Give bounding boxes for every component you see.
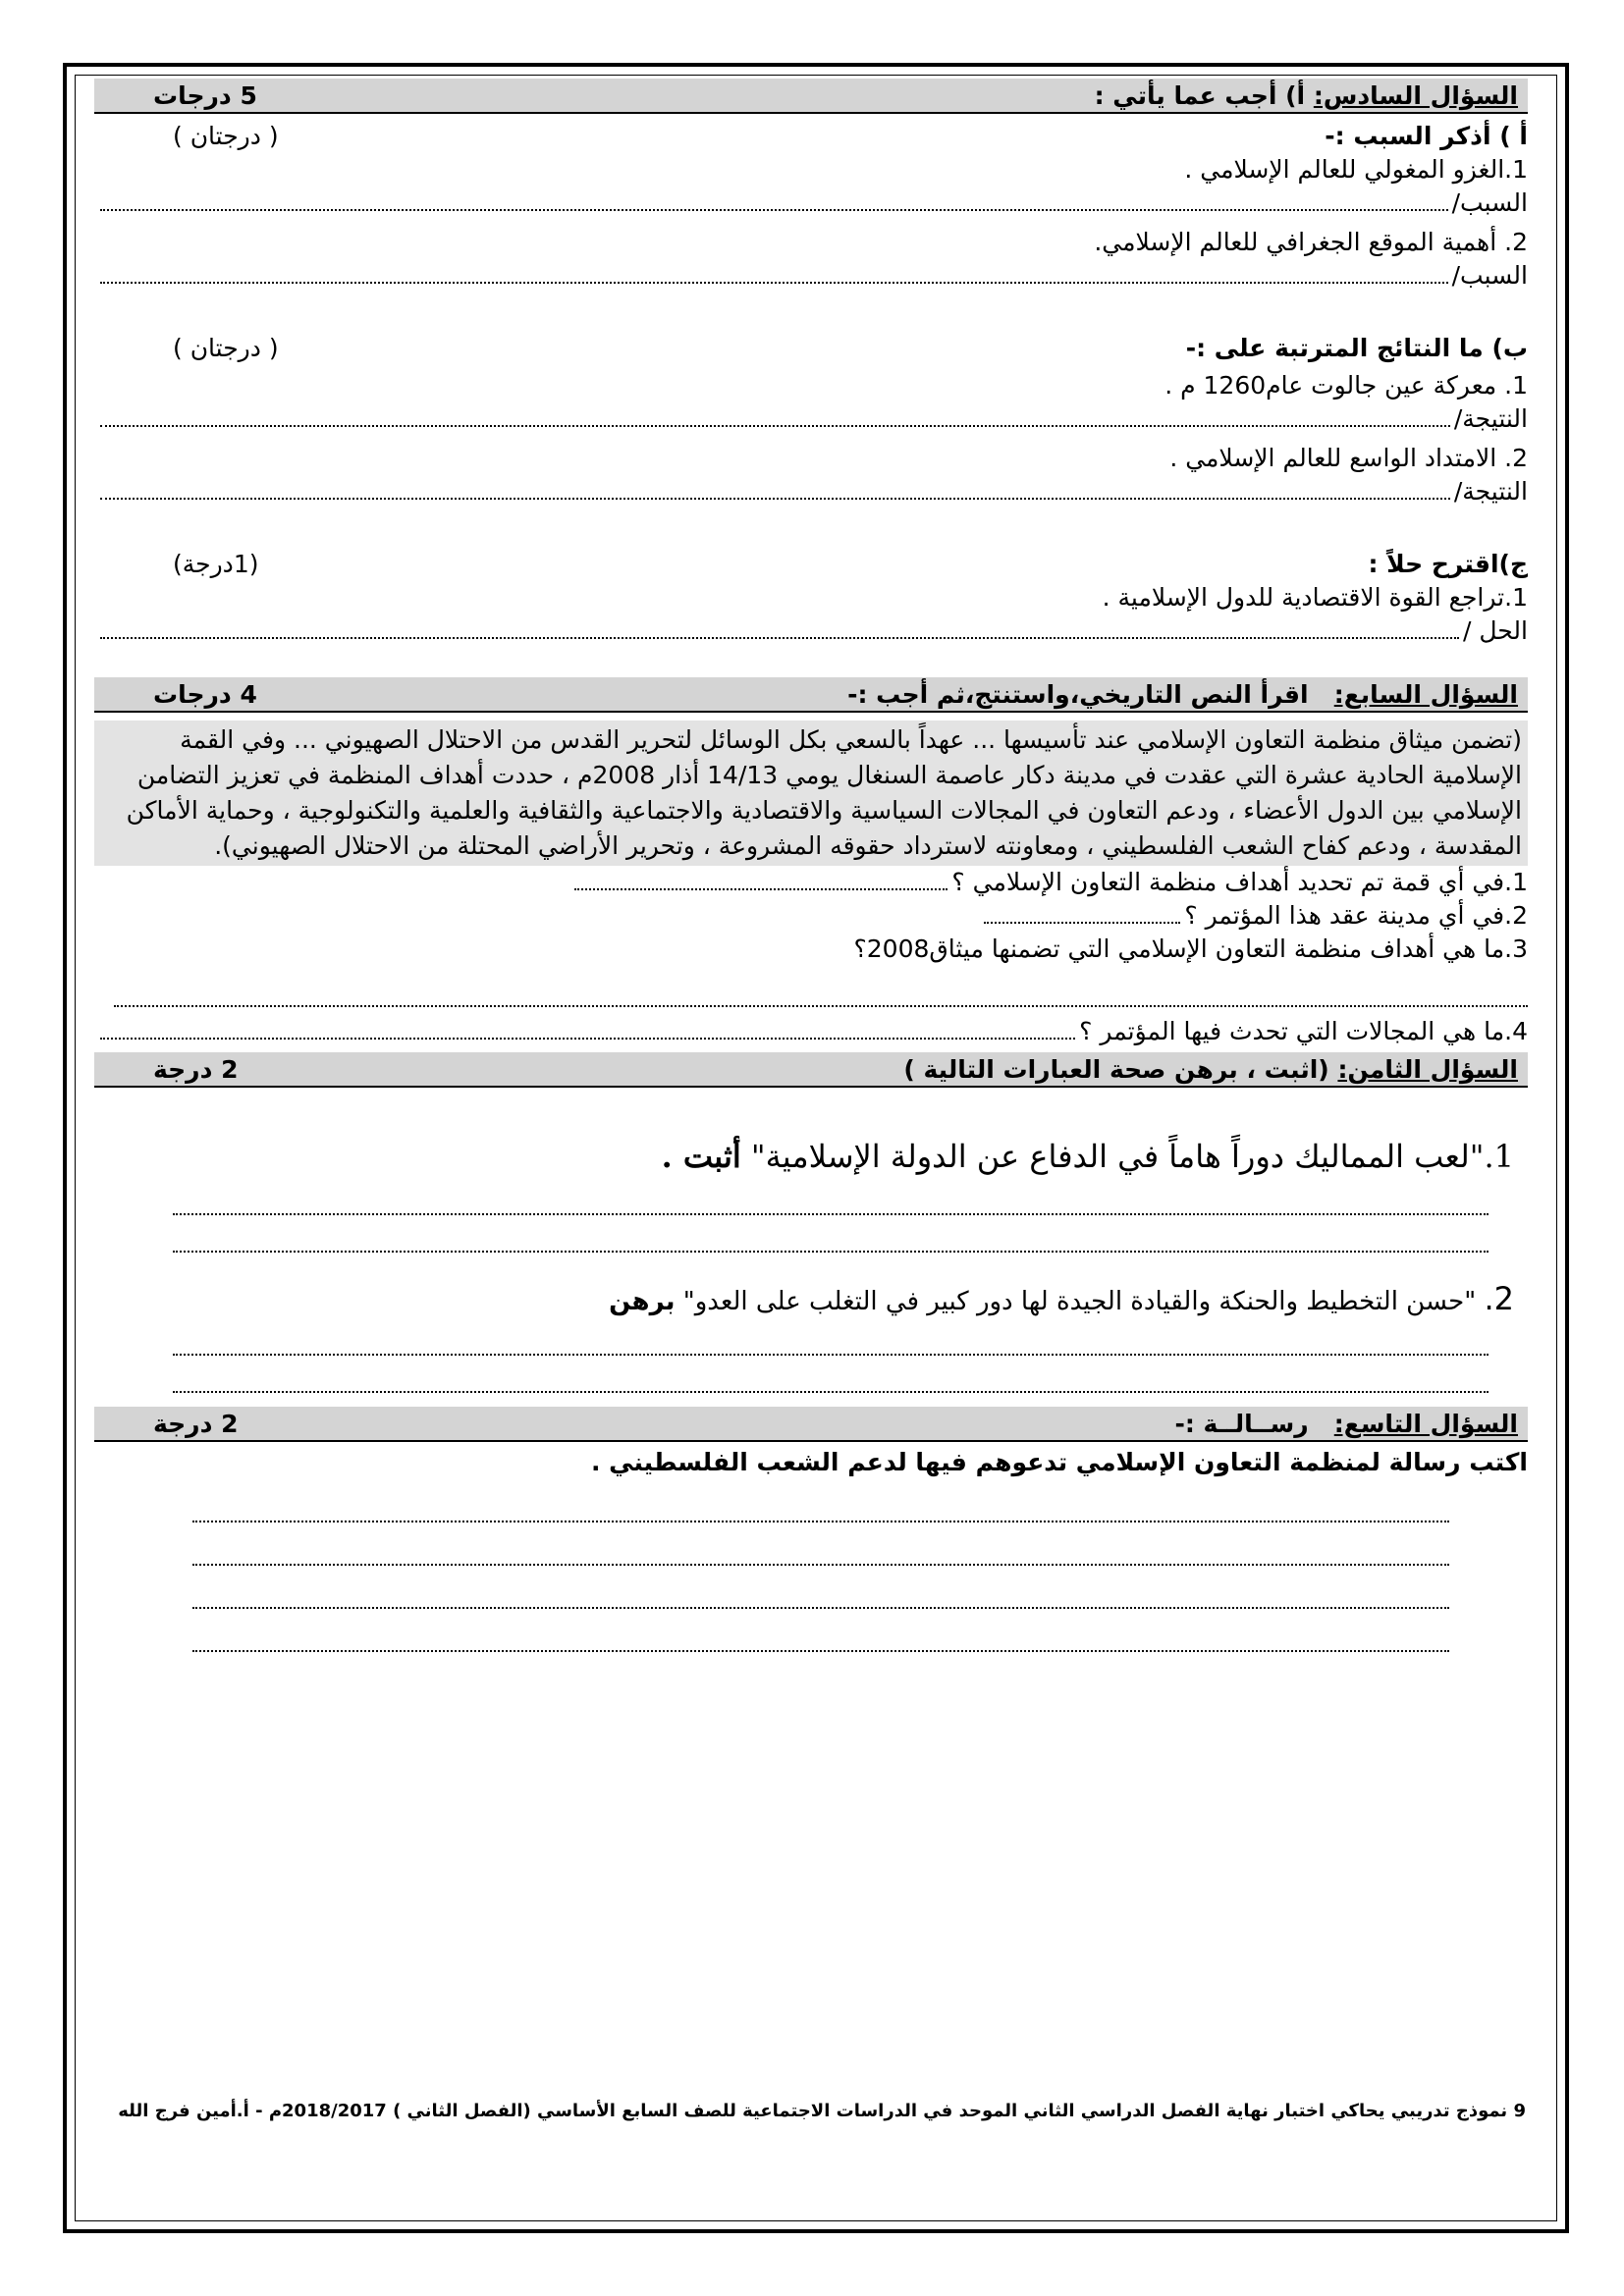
q6b-heading: ب) ما النتائج المترتبة على :- bbox=[1185, 334, 1528, 362]
q6-header bbox=[94, 79, 1528, 114]
q8-item-2: 2. "حسن التخطيط والحنكة والقيادة الجيدة لها دور كبير في التغلب على العدو" برهن bbox=[609, 1280, 1514, 1317]
q6a-item-2: 2. أهمية الموقع الجغرافي للعالم الإسلامي. bbox=[1094, 228, 1528, 256]
q6a-item-1: 1.الغزو المغولي للعالم الإسلامي . bbox=[1184, 155, 1528, 184]
q7-answer-3[interactable] bbox=[114, 976, 1528, 1007]
q7-passage: (تضمن ميثاق منظمة التعاون الإسلامي عند تأسيسها ... عهداً بالسعي بكل الوسائل لتحرير القدس من الاحتلال الصهيوني ... وفي القمة الإسلامية الحادية عشرة التي عقدت في مدينة دكار عاصمة السنغال يومي 14/13 أذار 2008م ، حددت أهداف المنظمة في تعزيز التضامن الإسلامي بين الدول الأعضاء ، ودعم التعاون في المجالات السياسية والاقتصادية والاجتماعية والثقافية والعلمية والتكنولوجية ، وحماية الأماكن المقدسة ، ودعم كفاح الشعب الفلسطيني ، ومعاونته لاسترداد حقوقه المشروعة ، وتحرير الأراضي المحتلة من الاحتلال الصهيوني). bbox=[94, 721, 1528, 866]
q6c-marks: (1درجة) bbox=[173, 550, 259, 578]
q8-instruction: (اثبت ، برهن صحة العبارات التالية ) bbox=[903, 1054, 1329, 1084]
q7-header bbox=[94, 677, 1528, 713]
q8-header bbox=[94, 1052, 1528, 1088]
q6b-answer-2[interactable]: النتيجة/ bbox=[94, 475, 1528, 508]
q8-answer-1a[interactable] bbox=[173, 1184, 1489, 1215]
q7-marks: 4 درجات bbox=[153, 679, 257, 709]
q6b-marks: ( درجتان ) bbox=[173, 334, 279, 362]
q6-title: السؤال السادس: bbox=[1313, 80, 1518, 110]
q6-instruction: أ) أجب عما يأتي : bbox=[1094, 80, 1306, 110]
q6a-marks: ( درجتان ) bbox=[173, 122, 279, 150]
page-footer bbox=[118, 2101, 1526, 2121]
q7-question-1[interactable]: 1.في أي قمة تم تحديد أهداف منظمة التعاون الإسلامي ؟ bbox=[94, 866, 1528, 899]
footer-text: نموذج تدريبي يحاكي اختبار نهاية الفصل الدراسي الثاني الموحد في الدراسات الاجتماعية للصف السابع الأساسي (الفصل الثاني ) 2018/2017م - أ.أمين فرج الله bbox=[118, 2101, 1508, 2121]
q7-question-3: 3.ما هي أهداف منظمة التعاون الإسلامي التي تضمنها ميثاق2008؟ bbox=[853, 934, 1528, 963]
q9-answer-2[interactable] bbox=[192, 1534, 1449, 1566]
q7-title: السؤال السابع: bbox=[1333, 679, 1518, 709]
q7-instruction: اقرأ النص التاريخي،واستنتج،ثم أجب :- bbox=[847, 679, 1309, 709]
q6a-answer-1[interactable]: السبب/ bbox=[94, 187, 1528, 220]
q6b-answer-1[interactable]: النتيجة/ bbox=[94, 402, 1528, 436]
q9-answer-1[interactable] bbox=[192, 1491, 1449, 1522]
q9-prompt: اكتب رسالة لمنظمة التعاون الإسلامي تدعوهم فيها لدعم الشعب الفلسطيني . bbox=[590, 1448, 1528, 1476]
q9-instruction: رســالــة :- bbox=[1174, 1409, 1309, 1438]
q6a-heading: أ ) أذكر السبب :- bbox=[1325, 122, 1528, 150]
q9-answer-4[interactable] bbox=[192, 1621, 1449, 1652]
q9-answer-3[interactable] bbox=[192, 1577, 1449, 1609]
page-number: 9 bbox=[1513, 2101, 1526, 2121]
q7-question-4[interactable]: 4.ما هي المجالات التي تحدث فيها المؤتمر ؟ bbox=[94, 1015, 1528, 1048]
q9-marks: 2 درجة bbox=[153, 1409, 239, 1438]
q6-marks: 5 درجات bbox=[153, 80, 257, 110]
q8-answer-2a[interactable] bbox=[173, 1324, 1489, 1356]
q8-title: السؤال الثامن: bbox=[1337, 1054, 1518, 1084]
q6b-item-2: 2. الامتداد الواسع للعالم الإسلامي . bbox=[1169, 444, 1528, 472]
q8-item-1: 1."لعب المماليك دوراً هاماً في الدفاع عن الدولة الإسلامية" أثبت . bbox=[661, 1138, 1514, 1175]
q8-marks: 2 درجة bbox=[153, 1054, 239, 1084]
q7-question-2[interactable]: 2.في أي مدينة عقد هذا المؤتمر ؟ bbox=[94, 899, 1528, 933]
q6a-answer-2[interactable]: السبب/ bbox=[94, 259, 1528, 293]
q8-answer-1b[interactable] bbox=[173, 1221, 1489, 1253]
q8-answer-2b[interactable] bbox=[173, 1362, 1489, 1393]
q6b-item-1: 1. معركة عين جالوت عام1260 م . bbox=[1164, 371, 1528, 400]
q6c-item-1: 1.تراجع القوة الاقتصادية للدول الإسلامية . bbox=[1102, 583, 1528, 612]
q9-header bbox=[94, 1407, 1528, 1442]
q6c-answer-1[interactable]: الحل / bbox=[94, 614, 1528, 648]
q6c-heading: ج)اقترح حلاً : bbox=[1368, 550, 1528, 578]
q9-title: السؤال التاسع: bbox=[1333, 1409, 1518, 1438]
exam-content bbox=[94, 79, 1528, 1652]
